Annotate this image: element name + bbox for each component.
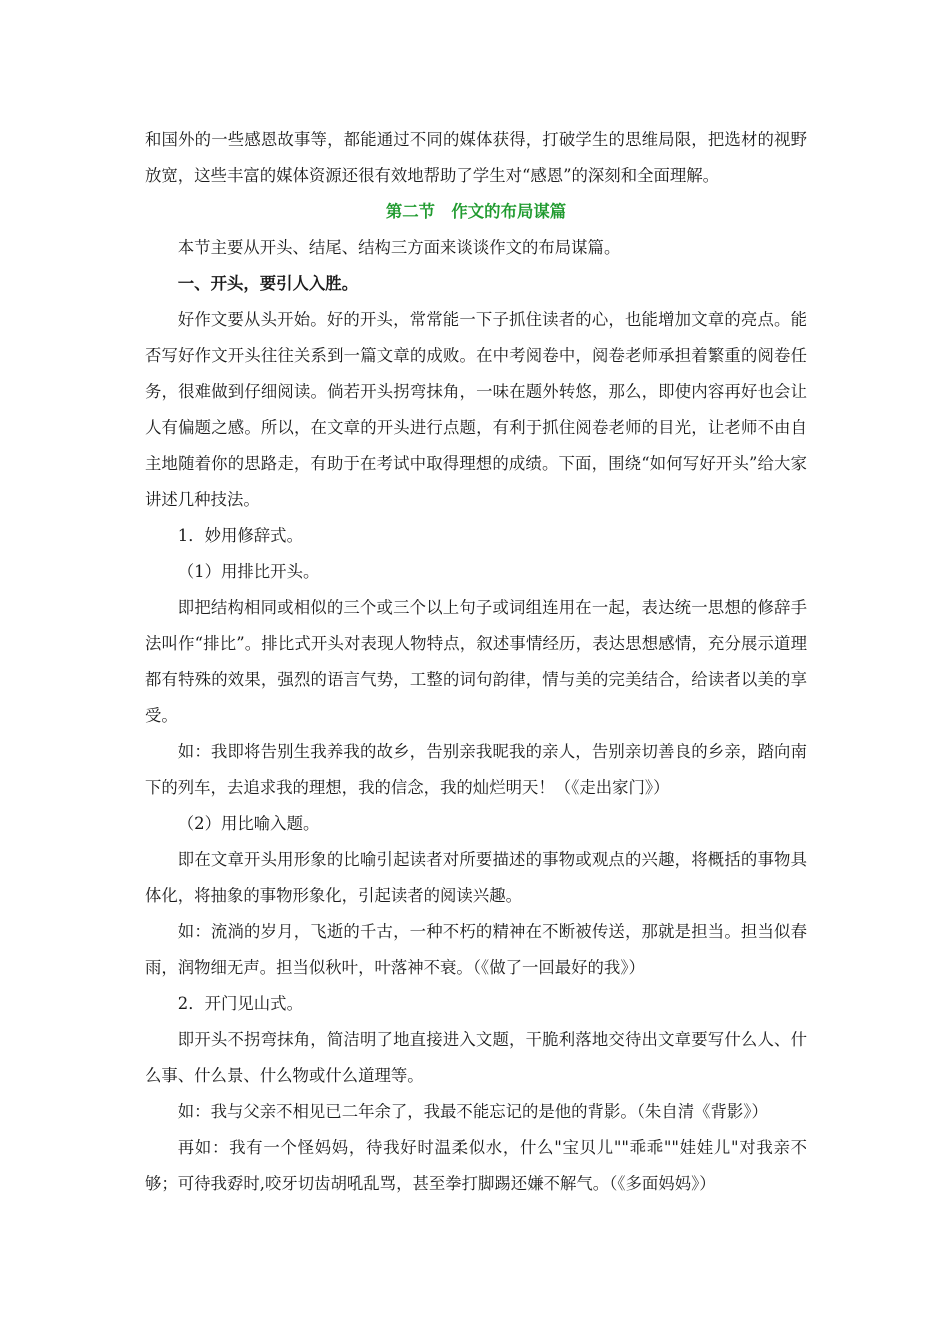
subitem-parallelism: （1）用排比开头。 xyxy=(177,562,320,581)
example-direct-2: 再如：我有一个怪妈妈，待我好时温柔似水，什么"宝贝儿""乖乖""娃娃儿"对我亲不够；可待我孬时,咬牙切齿胡吼乱骂，甚至拳打脚踢还嫌不解气。（《多面妈妈》） xyxy=(145,1138,807,1193)
paragraph-continuation: 和国外的一些感恩故事等，都能通过不同的媒体获得，打破学生的思维局限，把选材的视野放宽，这些丰富的媒体资源还很有效地帮助了学生对“感恩”的深刻和全面理解。 xyxy=(145,130,807,185)
example-metaphor: 如：流淌的岁月，飞逝的千古，一种不朽的精神在不断被传送，那就是担当。担当似春雨，润物细无声。担当似秋叶，叶落神不衰。（《做了一回最好的我》） xyxy=(145,922,807,977)
item-direct-opening: 2．开门见山式。 xyxy=(177,994,303,1013)
heading-opening: 一、开头，要引人入胜。 xyxy=(177,274,359,293)
section-intro: 本节主要从开头、结尾、结构三方面来谈谈作文的布局谋篇。 xyxy=(177,238,621,257)
paragraph-metaphor: 即在文章开头用形象的比喻引起读者对所要描述的事物或观点的兴趣，将概括的事物具体化，将抽象的事物形象化，引起读者的阅读兴趣。 xyxy=(145,850,807,905)
example-direct-1: 如：我与父亲不相见已二年余了，我最不能忘记的是他的背影。（朱自清《背影》） xyxy=(177,1102,768,1121)
document-page xyxy=(145,122,807,1202)
section-title: 第二节 作文的布局谋篇 xyxy=(385,202,567,221)
paragraph-opening-importance: 好作文要从头开始。好的开头，常常能一下子抓住读者的心，也能增加文章的亮点。能否写好作文开头往往关系到一篇文章的成败。在中考阅卷中，阅卷老师承担着繁重的阅卷任务，很难做到仔细阅读。倘若开头拐弯抹角，一味在题外转悠，那么，即使内容再好也会让人有偏题之感。所以，在文章的开头进行点题，有利于抓住阅卷老师的目光，让老师不由自主地随着你的思路走，有助于在考试中取得理想的成绩。下面，围绕“如何写好开头”给大家讲述几种技法。 xyxy=(145,310,807,509)
paragraph-direct-opening: 即开头不拐弯抹角，简洁明了地直接进入文题，干脆利落地交待出文章要写什么人、什么事、什么景、什么物或什么道理等。 xyxy=(145,1030,807,1085)
subitem-metaphor: （2）用比喻入题。 xyxy=(177,814,320,833)
paragraph-parallelism: 即把结构相同或相似的三个或三个以上句子或词组连用在一起，表达统一思想的修辞手法叫作“排比”。排比式开头对表现人物特点，叙述事情经历，表达思想感情，充分展示道理都有特殊的效果，强烈的语言气势，工整的词句韵律，情与美的完美结合，给读者以美的享受。 xyxy=(145,598,807,725)
item-rhetoric: 1．妙用修辞式。 xyxy=(177,526,303,545)
example-parallelism: 如：我即将告别生我养我的故乡，告别亲我昵我的亲人，告别亲切善良的乡亲，踏向南下的列车，去追求我的理想，我的信念，我的灿烂明天！（《走出家门》） xyxy=(145,742,807,797)
